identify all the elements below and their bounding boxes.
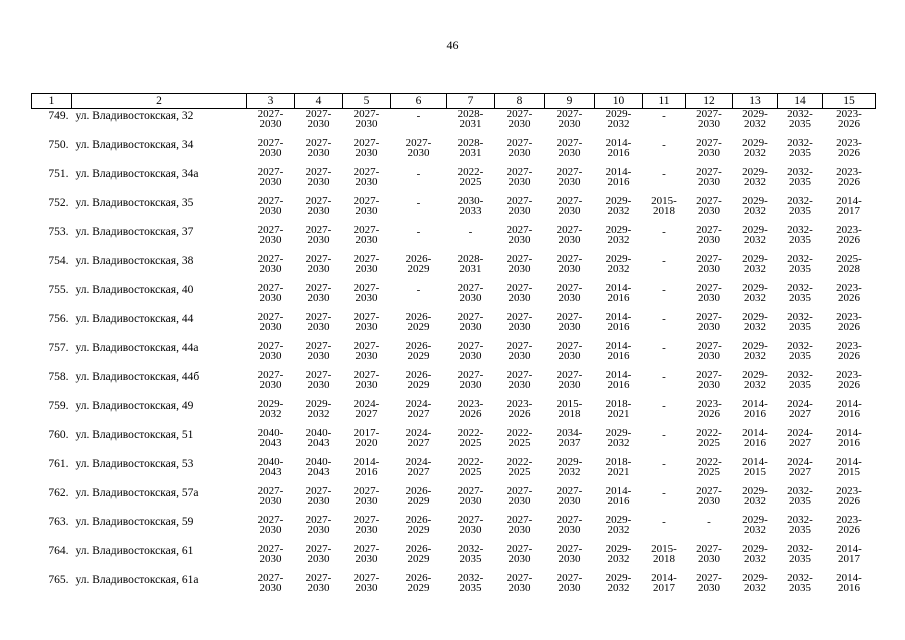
address-cell: ул. Владивостокская, 34: [75, 139, 194, 151]
repair-schedule-table: [31, 93, 876, 602]
period-cell: 2023- 2026: [836, 166, 862, 188]
period-cell: -: [662, 429, 666, 441]
column-header-8: 8: [495, 94, 545, 109]
period-cell: 2026- 2029: [405, 340, 432, 362]
period-cell: 2027- 2030: [305, 166, 332, 188]
period-cell: 2014- 2016: [836, 398, 862, 420]
column-header-11: 11: [643, 94, 686, 109]
period-cell: 2017- 2020: [353, 427, 380, 449]
period-cell: -: [662, 110, 666, 122]
period-cell: 2027- 2030: [556, 485, 583, 507]
period-cell: 2027- 2030: [305, 369, 332, 391]
period-cell: 2029- 2032: [742, 340, 768, 362]
period-cell: 2032- 2035: [457, 543, 484, 565]
period-cell: 2029- 2032: [742, 543, 768, 565]
address-cell: ул. Владивостокская, 59: [75, 516, 194, 528]
period-cell: 2027- 2030: [696, 195, 722, 217]
period-cell: 2029- 2032: [605, 253, 632, 275]
period-cell: 2027- 2030: [556, 514, 583, 536]
period-cell: 2027- 2030: [353, 311, 380, 333]
period-cell: 2027- 2030: [257, 282, 284, 304]
period-cell: 2014- 2016: [605, 340, 632, 362]
period-cell: 2027- 2030: [506, 340, 533, 362]
period-cell: 2028- 2031: [457, 253, 484, 275]
period-cell: 2029- 2032: [605, 195, 632, 217]
period-cell: 2029- 2032: [742, 369, 768, 391]
period-cell: 2027- 2030: [257, 485, 284, 507]
period-cell: 2029- 2032: [742, 514, 768, 536]
period-cell: 2032- 2035: [787, 572, 813, 594]
column-header-6: 6: [391, 94, 447, 109]
column-header-12: 12: [686, 94, 733, 109]
period-cell: 2029- 2032: [742, 108, 768, 130]
period-cell: 2029- 2032: [742, 253, 768, 275]
period-cell: -: [662, 168, 666, 180]
period-cell: 2027- 2030: [257, 195, 284, 217]
period-cell: 2027- 2030: [257, 166, 284, 188]
period-cell: 2029- 2032: [742, 224, 768, 246]
period-cell: 2027- 2030: [556, 224, 583, 246]
address-cell: ул. Владивостокская, 32: [75, 110, 194, 122]
period-cell: 2014- 2016: [353, 456, 380, 478]
period-cell: 2029- 2032: [742, 166, 768, 188]
column-header-10: 10: [595, 94, 643, 109]
table-row: [32, 283, 876, 312]
period-cell: 2014- 2016: [742, 398, 768, 420]
period-cell: 2032- 2035: [787, 137, 813, 159]
period-cell: 2014- 2016: [605, 311, 632, 333]
period-cell: -: [416, 110, 421, 122]
period-cell: 2027- 2030: [257, 108, 284, 130]
period-cell: 2027- 2030: [353, 369, 380, 391]
period-cell: 2023- 2026: [836, 137, 862, 159]
period-cell: 2027- 2030: [457, 340, 484, 362]
period-cell: 2027- 2030: [353, 166, 380, 188]
period-cell: -: [662, 371, 666, 383]
period-cell: -: [707, 516, 711, 528]
row-number: 765.: [48, 574, 69, 586]
column-header-1: 1: [32, 94, 72, 109]
row-number: 758.: [48, 371, 69, 383]
period-cell: 2026- 2029: [405, 369, 432, 391]
period-cell: 2027- 2030: [556, 543, 583, 565]
period-cell: 2027- 2030: [457, 282, 484, 304]
table-row: [32, 544, 876, 573]
period-cell: 2027- 2030: [353, 543, 380, 565]
period-cell: 2027- 2030: [257, 340, 284, 362]
period-cell: 2027- 2030: [556, 166, 583, 188]
period-cell: -: [662, 139, 666, 151]
table-row: [32, 312, 876, 341]
period-cell: 2023- 2026: [836, 108, 862, 130]
period-cell: 2014- 2017: [836, 195, 862, 217]
period-cell: -: [416, 226, 421, 238]
column-header-15: 15: [823, 94, 876, 109]
period-cell: 2029- 2032: [605, 427, 632, 449]
period-cell: 2032- 2035: [787, 543, 813, 565]
period-cell: 2027- 2030: [353, 572, 380, 594]
period-cell: 2027- 2030: [506, 137, 533, 159]
row-number: 764.: [48, 545, 69, 557]
period-cell: -: [662, 226, 666, 238]
period-cell: 2018- 2021: [605, 456, 632, 478]
table-row: [32, 167, 876, 196]
period-cell: 2027- 2030: [457, 369, 484, 391]
period-cell: 2024- 2027: [787, 398, 813, 420]
period-cell: 2014- 2015: [836, 456, 862, 478]
period-cell: 2027- 2030: [305, 195, 332, 217]
column-header-13: 13: [733, 94, 778, 109]
period-cell: 2027- 2030: [353, 340, 380, 362]
period-cell: -: [662, 400, 666, 412]
row-number: 752.: [48, 197, 69, 209]
period-cell: 2027- 2030: [353, 195, 380, 217]
row-number: 762.: [48, 487, 69, 499]
period-cell: 2014- 2017: [836, 543, 862, 565]
header-row: [32, 94, 876, 109]
period-cell: 2015- 2018: [556, 398, 583, 420]
table-row: [32, 370, 876, 399]
period-cell: -: [662, 313, 666, 325]
period-cell: 2014- 2016: [605, 369, 632, 391]
row-number: 750.: [48, 139, 69, 151]
period-cell: 2027- 2030: [696, 166, 722, 188]
table-row: [32, 486, 876, 515]
period-cell: 2027- 2030: [506, 108, 533, 130]
period-cell: 2027- 2030: [353, 108, 380, 130]
period-cell: 2027- 2030: [556, 137, 583, 159]
row-number: 763.: [48, 516, 69, 528]
address-cell: ул. Владивостокская, 51: [75, 429, 194, 441]
period-cell: 2026- 2029: [405, 514, 432, 536]
period-cell: 2023- 2026: [457, 398, 484, 420]
column-header-7: 7: [447, 94, 495, 109]
period-cell: 2040- 2043: [257, 427, 284, 449]
period-cell: 2014- 2017: [651, 572, 677, 594]
row-number: 757.: [48, 342, 69, 354]
period-cell: 2029- 2032: [605, 572, 632, 594]
period-cell: 2032- 2035: [787, 195, 813, 217]
period-cell: 2027- 2030: [305, 253, 332, 275]
period-cell: 2032- 2035: [787, 340, 813, 362]
period-cell: 2027- 2030: [353, 253, 380, 275]
period-cell: 2023- 2026: [506, 398, 533, 420]
period-cell: 2027- 2030: [506, 224, 533, 246]
period-cell: 2027- 2030: [556, 108, 583, 130]
period-cell: -: [416, 197, 421, 209]
address-cell: ул. Владивостокская, 37: [75, 226, 194, 238]
period-cell: 2027- 2030: [457, 311, 484, 333]
address-cell: ул. Владивостокская, 40: [75, 284, 194, 296]
period-cell: 2027- 2030: [696, 137, 722, 159]
period-cell: 2022- 2025: [506, 427, 533, 449]
address-cell: ул. Владивостокская, 49: [75, 400, 194, 412]
period-cell: -: [662, 516, 666, 528]
column-header-2: 2: [72, 94, 247, 109]
period-cell: -: [662, 458, 666, 470]
period-cell: 2030- 2033: [457, 195, 484, 217]
address-cell: ул. Владивостокская, 61а: [75, 574, 199, 586]
period-cell: 2027- 2030: [257, 543, 284, 565]
period-cell: 2024- 2027: [353, 398, 380, 420]
period-cell: 2027- 2030: [696, 340, 722, 362]
column-header-4: 4: [295, 94, 343, 109]
period-cell: 2027- 2030: [305, 543, 332, 565]
address-cell: ул. Владивостокская, 44а: [75, 342, 199, 354]
period-cell: 2032- 2035: [787, 282, 813, 304]
period-cell: 2027- 2030: [696, 369, 722, 391]
period-cell: 2022- 2025: [457, 166, 484, 188]
row-number: 756.: [48, 313, 69, 325]
period-cell: 2022- 2025: [457, 456, 484, 478]
period-cell: 2027- 2030: [556, 340, 583, 362]
period-cell: -: [662, 284, 666, 296]
address-cell: ул. Владивостокская, 53: [75, 458, 194, 470]
period-cell: 2027- 2030: [305, 137, 332, 159]
period-cell: 2015- 2018: [651, 543, 677, 565]
period-cell: 2014- 2016: [605, 282, 632, 304]
period-cell: 2023- 2026: [836, 485, 862, 507]
period-cell: 2027- 2030: [506, 311, 533, 333]
period-cell: 2027- 2030: [305, 311, 332, 333]
period-cell: 2014- 2016: [605, 166, 632, 188]
table-row: [32, 109, 876, 139]
table-row: [32, 399, 876, 428]
column-header-14: 14: [778, 94, 823, 109]
period-cell: 2027- 2030: [696, 485, 722, 507]
period-cell: 2032- 2035: [787, 514, 813, 536]
period-cell: 2027- 2030: [506, 166, 533, 188]
period-cell: 2014- 2016: [742, 427, 768, 449]
period-cell: -: [662, 342, 666, 354]
period-cell: 2029- 2032: [742, 572, 768, 594]
period-cell: 2027- 2030: [696, 253, 722, 275]
page-number: 46: [446, 38, 459, 52]
period-cell: 2027- 2030: [257, 137, 284, 159]
period-cell: 2023- 2026: [836, 340, 862, 362]
period-cell: 2029- 2032: [605, 514, 632, 536]
period-cell: 2040- 2043: [305, 456, 332, 478]
period-cell: 2027- 2030: [556, 369, 583, 391]
row-number: 755.: [48, 284, 69, 296]
period-cell: 2029- 2032: [605, 224, 632, 246]
period-cell: 2022- 2025: [696, 427, 722, 449]
period-cell: 2023- 2026: [836, 369, 862, 391]
period-cell: 2027- 2030: [556, 572, 583, 594]
period-cell: 2023- 2026: [836, 514, 862, 536]
period-cell: -: [416, 168, 421, 180]
address-cell: ул. Владивостокская, 38: [75, 255, 194, 267]
period-cell: 2027- 2030: [353, 224, 380, 246]
address-cell: ул. Владивостокская, 61: [75, 545, 194, 557]
period-cell: 2032- 2035: [457, 572, 484, 594]
address-cell: ул. Владивостокская, 57а: [75, 487, 199, 499]
period-cell: -: [416, 284, 421, 296]
row-number: 759.: [48, 400, 69, 412]
period-cell: 2027- 2030: [696, 108, 722, 130]
address-cell: ул. Владивостокская, 35: [75, 197, 194, 209]
period-cell: 2026- 2029: [405, 572, 432, 594]
period-cell: 2027- 2030: [353, 282, 380, 304]
period-cell: 2026- 2029: [405, 485, 432, 507]
period-cell: 2023- 2026: [836, 282, 862, 304]
column-header-5: 5: [343, 94, 391, 109]
period-cell: 2027- 2030: [257, 369, 284, 391]
period-cell: 2014- 2016: [605, 137, 632, 159]
period-cell: 2023- 2026: [696, 398, 722, 420]
period-cell: 2027- 2030: [457, 485, 484, 507]
period-cell: 2022- 2025: [457, 427, 484, 449]
period-cell: 2027- 2030: [696, 572, 722, 594]
period-cell: 2027- 2030: [353, 514, 380, 536]
table-row: [32, 457, 876, 486]
period-cell: 2029- 2032: [742, 311, 768, 333]
address-cell: ул. Владивостокская, 44: [75, 313, 194, 325]
period-cell: 2029- 2032: [742, 282, 768, 304]
table-row: [32, 428, 876, 457]
period-cell: 2014- 2016: [605, 485, 632, 507]
period-cell: 2022- 2025: [506, 456, 533, 478]
period-cell: 2023- 2026: [836, 311, 862, 333]
period-cell: 2027- 2030: [457, 514, 484, 536]
period-cell: 2029- 2032: [305, 398, 332, 420]
period-cell: 2032- 2035: [787, 108, 813, 130]
period-cell: 2025- 2028: [836, 253, 862, 275]
period-cell: 2027- 2030: [305, 485, 332, 507]
period-cell: -: [468, 226, 473, 238]
period-cell: 2029- 2032: [605, 543, 632, 565]
period-cell: -: [662, 487, 666, 499]
row-number: 754.: [48, 255, 69, 267]
period-cell: 2027- 2030: [696, 282, 722, 304]
table-row: [32, 254, 876, 283]
period-cell: 2029- 2032: [605, 108, 632, 130]
column-header-3: 3: [247, 94, 295, 109]
period-cell: 2015- 2018: [651, 195, 677, 217]
period-cell: 2028- 2031: [457, 108, 484, 130]
column-header-9: 9: [545, 94, 595, 109]
period-cell: 2027- 2030: [556, 253, 583, 275]
period-cell: 2027- 2030: [257, 572, 284, 594]
period-cell: 2027- 2030: [305, 340, 332, 362]
period-cell: 2027- 2030: [305, 282, 332, 304]
address-cell: ул. Владивостокская, 34а: [75, 168, 199, 180]
table-row: [32, 515, 876, 544]
period-cell: 2027- 2030: [506, 485, 533, 507]
row-number: 749.: [48, 110, 69, 122]
period-cell: 2027- 2030: [305, 224, 332, 246]
table-row: [32, 341, 876, 370]
period-cell: 2027- 2030: [305, 572, 332, 594]
period-cell: 2024- 2027: [405, 427, 432, 449]
period-cell: 2014- 2015: [742, 456, 768, 478]
row-number: 760.: [48, 429, 69, 441]
period-cell: 2032- 2035: [787, 311, 813, 333]
period-cell: 2027- 2030: [305, 514, 332, 536]
period-cell: 2024- 2027: [787, 427, 813, 449]
period-cell: 2022- 2025: [696, 456, 722, 478]
period-cell: -: [662, 255, 666, 267]
period-cell: 2027- 2030: [506, 195, 533, 217]
period-cell: 2027- 2030: [506, 572, 533, 594]
period-cell: 2027- 2030: [506, 253, 533, 275]
table-row: [32, 225, 876, 254]
period-cell: 2027- 2030: [556, 311, 583, 333]
period-cell: 2040- 2043: [257, 456, 284, 478]
period-cell: 2027- 2030: [506, 369, 533, 391]
period-cell: 2027- 2030: [257, 253, 284, 275]
period-cell: 2034- 2037: [556, 427, 583, 449]
period-cell: 2027- 2030: [257, 224, 284, 246]
period-cell: 2024- 2027: [405, 398, 432, 420]
period-cell: 2027- 2030: [257, 311, 284, 333]
period-cell: 2024- 2027: [405, 456, 432, 478]
period-cell: 2032- 2035: [787, 253, 813, 275]
row-number: 753.: [48, 226, 69, 238]
period-cell: 2032- 2035: [787, 485, 813, 507]
period-cell: 2027- 2030: [353, 485, 380, 507]
period-cell: 2032- 2035: [787, 166, 813, 188]
period-cell: 2027- 2030: [305, 108, 332, 130]
table-row: [32, 573, 876, 602]
address-cell: ул. Владивостокская, 44б: [75, 371, 200, 383]
period-cell: 2026- 2029: [405, 543, 432, 565]
period-cell: 2029- 2032: [742, 485, 768, 507]
period-cell: 2027- 2030: [506, 282, 533, 304]
period-cell: 2027- 2030: [353, 137, 380, 159]
period-cell: 2029- 2032: [742, 137, 768, 159]
period-cell: 2027- 2030: [556, 195, 583, 217]
period-cell: 2018- 2021: [605, 398, 632, 420]
period-cell: 2026- 2029: [405, 253, 432, 275]
period-cell: 2027- 2030: [696, 311, 722, 333]
table-body: [32, 109, 876, 603]
period-cell: 2014- 2016: [836, 572, 862, 594]
period-cell: 2023- 2026: [836, 224, 862, 246]
row-number: 751.: [48, 168, 69, 180]
period-cell: 2029- 2032: [556, 456, 583, 478]
period-cell: 2027- 2030: [506, 514, 533, 536]
period-cell: 2024- 2027: [787, 456, 813, 478]
period-cell: 2026- 2029: [405, 311, 432, 333]
table-row: [32, 138, 876, 167]
period-cell: 2032- 2035: [787, 369, 813, 391]
period-cell: 2027- 2030: [696, 224, 722, 246]
period-cell: 2028- 2031: [457, 137, 484, 159]
period-cell: 2029- 2032: [742, 195, 768, 217]
row-number: 761.: [48, 458, 69, 470]
table-row: [32, 196, 876, 225]
period-cell: 2032- 2035: [787, 224, 813, 246]
period-cell: 2029- 2032: [257, 398, 284, 420]
period-cell: 2027- 2030: [506, 543, 533, 565]
period-cell: 2027- 2030: [696, 543, 722, 565]
period-cell: 2027- 2030: [556, 282, 583, 304]
period-cell: 2027- 2030: [257, 514, 284, 536]
period-cell: 2040- 2043: [305, 427, 332, 449]
period-cell: 2014- 2016: [836, 427, 862, 449]
period-cell: 2027- 2030: [405, 137, 432, 159]
